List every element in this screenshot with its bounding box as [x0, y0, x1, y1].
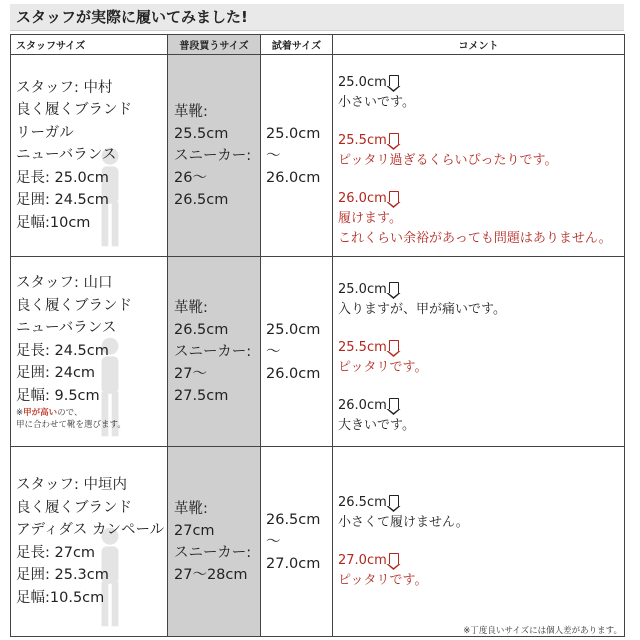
- trial-size-line: 25.0cm: [266, 125, 321, 142]
- comment-size: 25.0cm: [338, 74, 387, 90]
- staff-silhouette-icon: [93, 142, 127, 252]
- usual-size-cell: [168, 447, 261, 637]
- comment-size: 25.0cm: [338, 281, 387, 297]
- comment-block: [338, 280, 624, 320]
- staff-silhouette-icon: [93, 332, 127, 442]
- table-row: [11, 447, 625, 637]
- comment-cell: [333, 55, 625, 257]
- staff-info-line: ニューバランス: [16, 147, 117, 164]
- comment-text: 小さくて履けません。: [338, 514, 469, 530]
- comment-size: 26.0cm: [338, 397, 387, 413]
- usual-size-cell: [168, 55, 261, 257]
- trial-size-line: 〜26.0cm: [266, 147, 321, 186]
- staff-info-line: 良く履くブランド: [16, 499, 132, 516]
- staff-info-line: 足囲: 25.3cm: [16, 567, 109, 583]
- down-arrow-icon: [389, 282, 399, 294]
- usual-size-line: 27〜28cm: [174, 566, 248, 583]
- comment-cell: [333, 257, 625, 447]
- staff-silhouette-icon: [93, 522, 127, 632]
- comment-block: [338, 131, 624, 171]
- staff-info-line: リーガル: [16, 124, 74, 141]
- header-comment: コメント: [333, 35, 625, 55]
- usual-size-line: 革靴:: [174, 103, 208, 120]
- staff-note-line: 甲に合わせて靴を選びます。: [16, 420, 126, 430]
- comment-block: [338, 551, 624, 591]
- note-highlight: 甲が高い: [23, 408, 58, 418]
- comment-text: 小さいです。: [338, 94, 415, 110]
- staff-info-line: 足幅: 9.5cm: [16, 387, 100, 404]
- comment-block: [338, 73, 624, 113]
- staff-info-line: 足幅:10cm: [16, 214, 91, 231]
- staff-info-line: 足囲: 24.5cm: [16, 192, 109, 209]
- down-arrow-icon: [389, 133, 399, 145]
- staff-size-table: [10, 34, 625, 637]
- comment-text: ピッタリ過ぎるくらいぴったりです。: [338, 152, 558, 168]
- comment-cell: [333, 447, 625, 637]
- down-arrow-icon: [389, 75, 399, 87]
- staff-info-line: 足長: 24.5cm: [16, 342, 109, 359]
- staff-info-line: 良く履くブランド: [16, 102, 132, 119]
- usual-size-line: 革靴:: [174, 500, 208, 517]
- comment-text: 大きいです。: [338, 417, 415, 433]
- down-arrow-icon: [389, 191, 399, 203]
- comment-size: 26.0cm: [338, 190, 387, 206]
- usual-size-line: 26.5cm: [174, 321, 229, 338]
- note-prefix: ※: [16, 408, 24, 418]
- table-header-row: [11, 35, 625, 55]
- usual-size-line: 27〜27.5cm: [174, 365, 229, 404]
- note-text: ので、: [57, 408, 83, 418]
- usual-size-line: 革靴:: [174, 299, 208, 316]
- comment-text: 履けます。: [338, 210, 402, 226]
- down-arrow-icon: [389, 340, 399, 352]
- comment-text: ピッタリです。: [338, 572, 428, 588]
- comment-text: 入りますが、甲が痛いです。: [338, 301, 506, 317]
- page-title: スタッフが実際に履いてみました!: [10, 4, 624, 31]
- trial-size-line: 25.0cm: [266, 321, 321, 338]
- staff-info-line: 良く履くブランド: [16, 297, 132, 314]
- usual-size-line: 25.5cm: [174, 125, 229, 142]
- comment-block: [338, 493, 624, 533]
- trial-size-cell: [261, 257, 333, 447]
- comment-size: 27.0cm: [338, 552, 387, 568]
- comment-block: [338, 189, 624, 249]
- usual-size-line: 27cm: [174, 522, 215, 539]
- staff-info-line: スタッフ: 山口: [16, 275, 113, 291]
- usual-size-cell: [168, 257, 261, 447]
- trial-size-line: 〜27.0cm: [266, 533, 321, 572]
- staff-note: [16, 407, 167, 419]
- staff-info-line: 足幅:10.5cm: [16, 589, 105, 606]
- table-row: [11, 257, 625, 447]
- comment-text: これくらい余裕があっても問題はありません。: [338, 230, 612, 246]
- header-trial-size: 試着サイズ: [261, 35, 333, 55]
- footnote: ※丁度良いサイズには個人差があります。: [463, 626, 622, 636]
- staff-info-cell: [11, 257, 168, 447]
- usual-size-line: 26〜26.5cm: [174, 169, 229, 208]
- comment-block: [338, 338, 624, 378]
- header-usual-size: 普段買うサイズ: [168, 35, 261, 55]
- down-arrow-icon: [389, 495, 399, 507]
- staff-info-line: スタッフ: 中垣内: [16, 477, 127, 493]
- staff-info-cell: [11, 447, 168, 637]
- table-row: [11, 55, 625, 257]
- staff-info-line: 足長: 25.0cm: [16, 169, 109, 186]
- usual-size-line: スニーカー:: [174, 544, 252, 561]
- staff-info-line: スタッフ: 中村: [16, 79, 113, 96]
- usual-size-line: スニーカー:: [174, 147, 252, 164]
- comment-size: 25.5cm: [338, 132, 387, 148]
- staff-info-line: ニューバランス: [16, 320, 117, 336]
- staff-info-line: アディダス カンペール: [16, 522, 165, 538]
- trial-size-line: 〜26.0cm: [266, 343, 321, 382]
- header-staff-size: スタッフサイズ: [11, 35, 168, 55]
- usual-size-line: スニーカー:: [174, 343, 252, 360]
- staff-info-line: 足囲: 24cm: [16, 365, 96, 381]
- comment-block: [338, 396, 624, 436]
- trial-size-cell: [261, 447, 333, 637]
- comment-size: 26.5cm: [338, 494, 387, 510]
- down-arrow-icon: [389, 553, 399, 565]
- trial-size-line: 26.5cm: [266, 511, 321, 528]
- down-arrow-icon: [389, 398, 399, 410]
- comment-size: 25.5cm: [338, 339, 387, 355]
- trial-size-cell: [261, 55, 333, 257]
- staff-info-line: 足長: 27cm: [16, 544, 96, 561]
- staff-info-cell: [11, 55, 168, 257]
- comment-text: ピッタリです。: [338, 359, 428, 375]
